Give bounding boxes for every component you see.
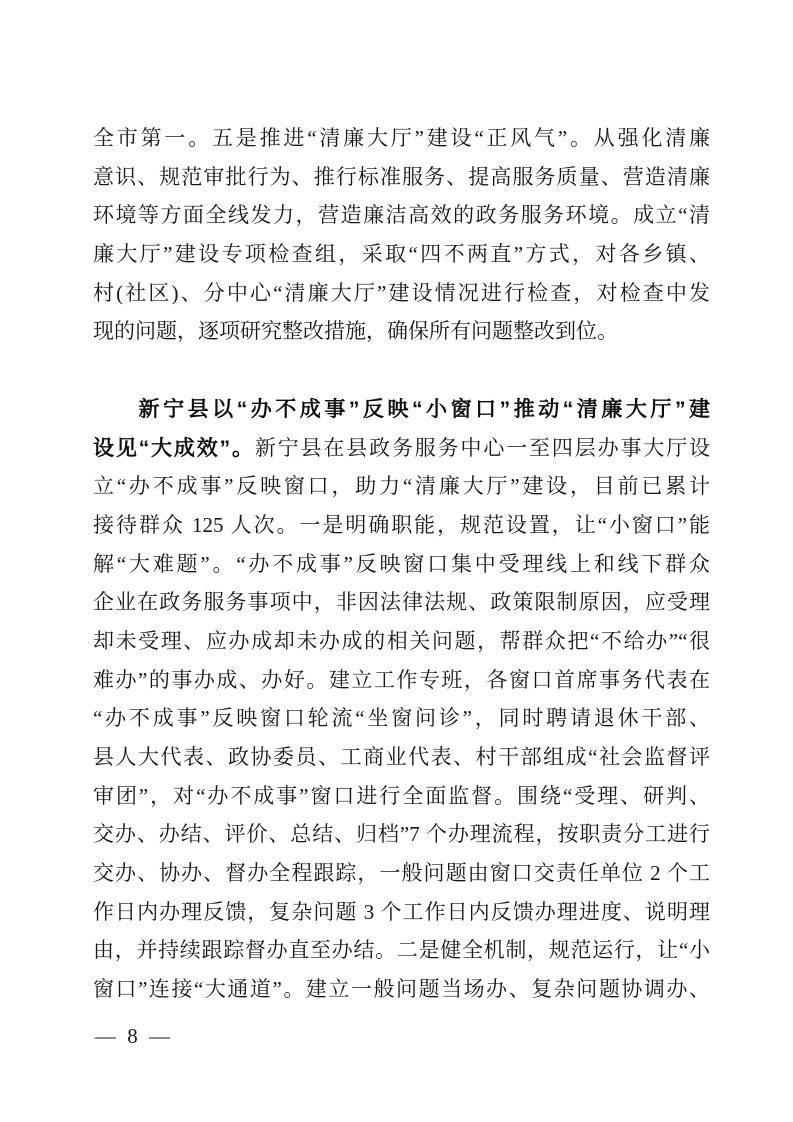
bold-text-segment: 新宁县以“办不成事”反映“小窗口”推动“清廉大厅”建 [135,397,710,421]
text-segment: 作日内办理反馈，复杂问题 3 个工作日内反馈办理进度、说明理 [93,899,710,924]
text-line [93,119,710,158]
text-segment: 窗口”连接“大通道”。建立一般问题当场办、复杂问题协调办、 [93,977,710,1002]
text-segment: 立“办不成事”反映窗口，助力“清廉大厅”建设，目前已累计 [93,474,710,499]
text-line [93,931,710,970]
page-number: — 8 — [95,1024,173,1048]
text-line [93,235,710,274]
text-line [93,738,710,777]
text-segment: 解“大难题”。“办不成事”反映窗口集中受理线上和线下群众 [93,551,710,576]
bold-text-segment: 设见“大成效”。 [93,436,255,460]
text-segment: 廉大厅”建设专项检查组，采取“四不两直”方式，对各乡镇、 [93,242,710,267]
text-segment: 意识、规范审批行为、推行标准服务、提高服务质量、营造清廉 [93,164,710,189]
document-body [93,119,710,1009]
text-segment: 接待群众 125 人次。一是明确职能，规范设置，让“小窗口”能 [93,512,710,537]
text-line [93,622,710,661]
text-line [93,545,710,584]
text-segment: 环境等方面全线发力，营造廉洁高效的政务服务环境。成立“清 [93,203,710,228]
text-line [93,777,710,816]
text-line [93,429,710,468]
text-line [93,390,710,429]
text-line [93,506,710,545]
text-segment: 交办、办结、评价、总结、归档”7 个办理流程，按职责分工进行 [93,822,710,847]
paragraph-continuation [93,119,710,351]
text-line [93,158,710,197]
text-segment: 由，并持续跟踪督办直至办结。二是健全机制，规范运行，让“小 [93,938,710,963]
text-line [93,893,710,932]
text-line [93,274,710,313]
text-segment: 新宁县在县政务服务中心一至四层办事大厅设 [254,435,710,460]
text-line [93,661,710,700]
text-segment: 却未受理、应办成却未办成的相关问题，帮群众把“不给办”“很 [93,628,710,653]
text-line [93,699,710,738]
paragraph-xinning-county [93,390,710,1009]
text-line [93,196,710,235]
text-line [93,815,710,854]
text-segment: 县人大代表、政协委员、工商业代表、村干部组成“社会监督评 [93,745,710,769]
text-segment: “办不成事”反映窗口轮流“坐窗问诊”，同时聘请退休干部、 [93,706,710,731]
text-line [93,312,710,351]
text-line [93,854,710,893]
first-line-indent [93,415,135,416]
text-line [93,970,710,1009]
text-segment: 交办、协办、督办全程跟踪，一般问题由窗口交责任单位 2 个工 [93,861,710,886]
text-segment: 现的问题，逐项研究整改措施，确保所有问题整改到位。 [93,319,618,344]
text-segment: 审团”，对“办不成事”窗口进行全面监督。围绕“受理、研判、 [93,783,710,808]
text-segment: 难办”的事办成、办好。建立工作专班，各窗口首席事务代表在 [93,667,710,692]
text-line [93,583,710,622]
text-segment: 村(社区)、分中心“清廉大厅”建设情况进行检查，对检查中发 [93,280,710,305]
text-segment: 企业在政务服务事项中，非因法律法规、政策限制原因，应受理 [93,590,710,615]
text-line [93,467,710,506]
text-segment: 全市第一。五是推进“清廉大厅”建设“正风气”。从强化清廉 [93,126,710,150]
